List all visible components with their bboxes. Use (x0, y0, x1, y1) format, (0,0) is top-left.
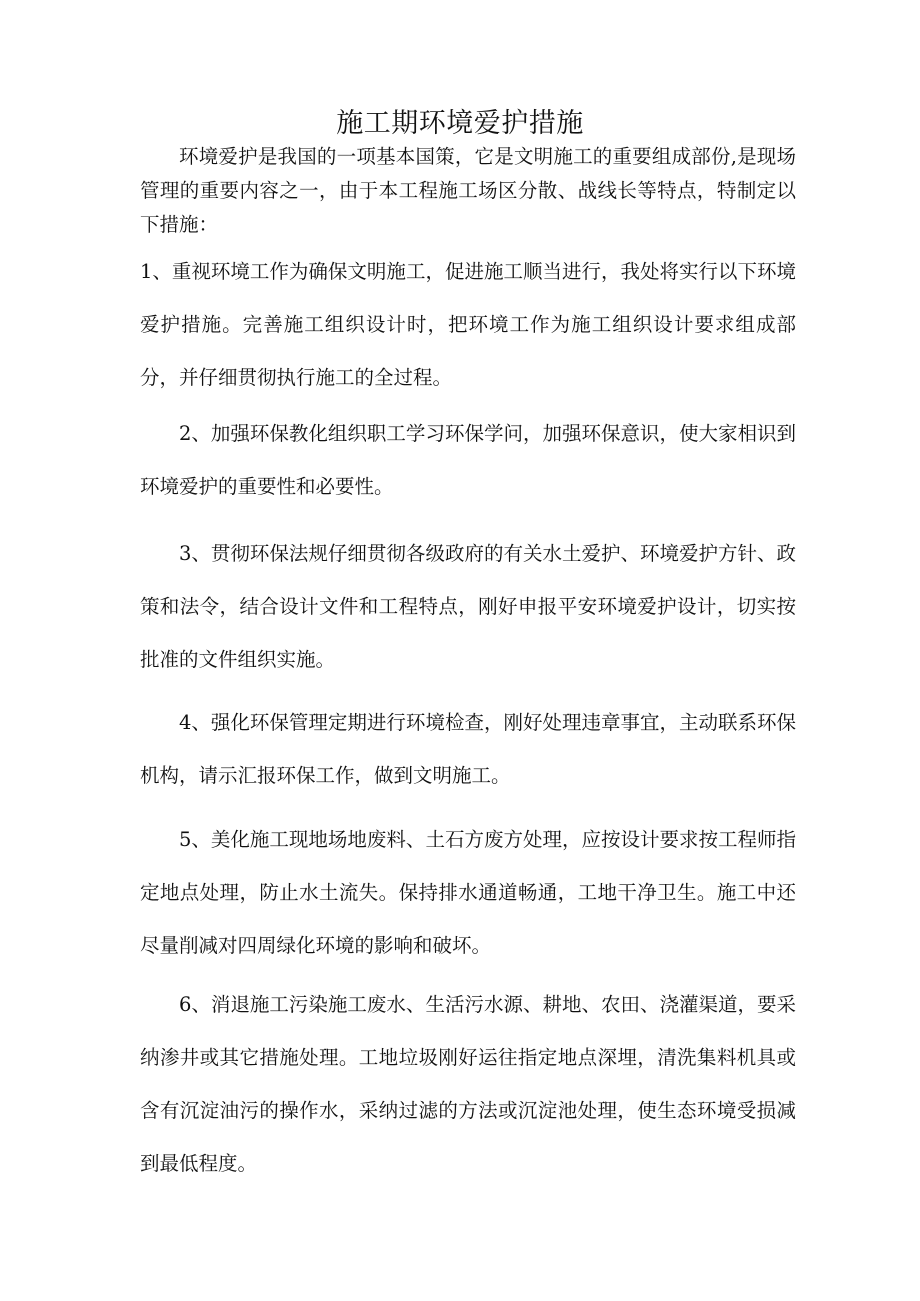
measure-paragraph-4: 4、强化环保管理定期进行环境检查，刚好处理违章事宜，主动联系环保机构，请示汇报环保工作，做到文明施工。 (140, 711, 796, 787)
document-title: 施工期环境爱护措施 (336, 108, 584, 139)
measure-paragraph-1: 1、重视环境工作为确保文明施工，促进施工顺当进行，我处将实行以下环境爱护措施。完善施工组织设计时，把环境工作为施工组织设计要求组成部分，并仔细贯彻执行施工的全过程。 (140, 260, 796, 389)
measure-paragraph-6: 6、消退施工污染施工废水、生活污水源、耕地、农田、浇灌渠道，要采纳渗井或其它措施处理。工地垃圾刚好运往指定地点深埋，清洗集料机具或含有沉淀油污的操作水，采纳过滤的方法或沉淀池处理，使生态环境受损减到最低程度。 (140, 993, 796, 1175)
measure-paragraph-3: 3、贯彻环保法规仔细贯彻各级政府的有关水土爱护、环境爱护方针、政策和法令，结合设计文件和工程特点，刚好申报平安环境爱护设计，切实按批准的文件组织实施。 (140, 542, 796, 671)
measure-paragraph-5: 5、美化施工现地场地废料、土石方废方处理，应按设计要求按工程师指定地点处理，防止水土流失。保持排水通道畅通，工地干净卫生。施工中还尽量削减对四周绿化环境的影响和破坏。 (140, 828, 796, 957)
intro-paragraph: 环境爱护是我国的一项基本国策，它是文明施工的重要组成部份,是现场管理的重要内容之一，由于本工程施工场区分散、战线长等特点，特制定以下措施： (140, 145, 796, 236)
measure-paragraph-2: 2、加强环保教化组织职工学习环保学问，加强环保意识，使大家相识到环境爱护的重要性和必要性。 (140, 422, 796, 498)
